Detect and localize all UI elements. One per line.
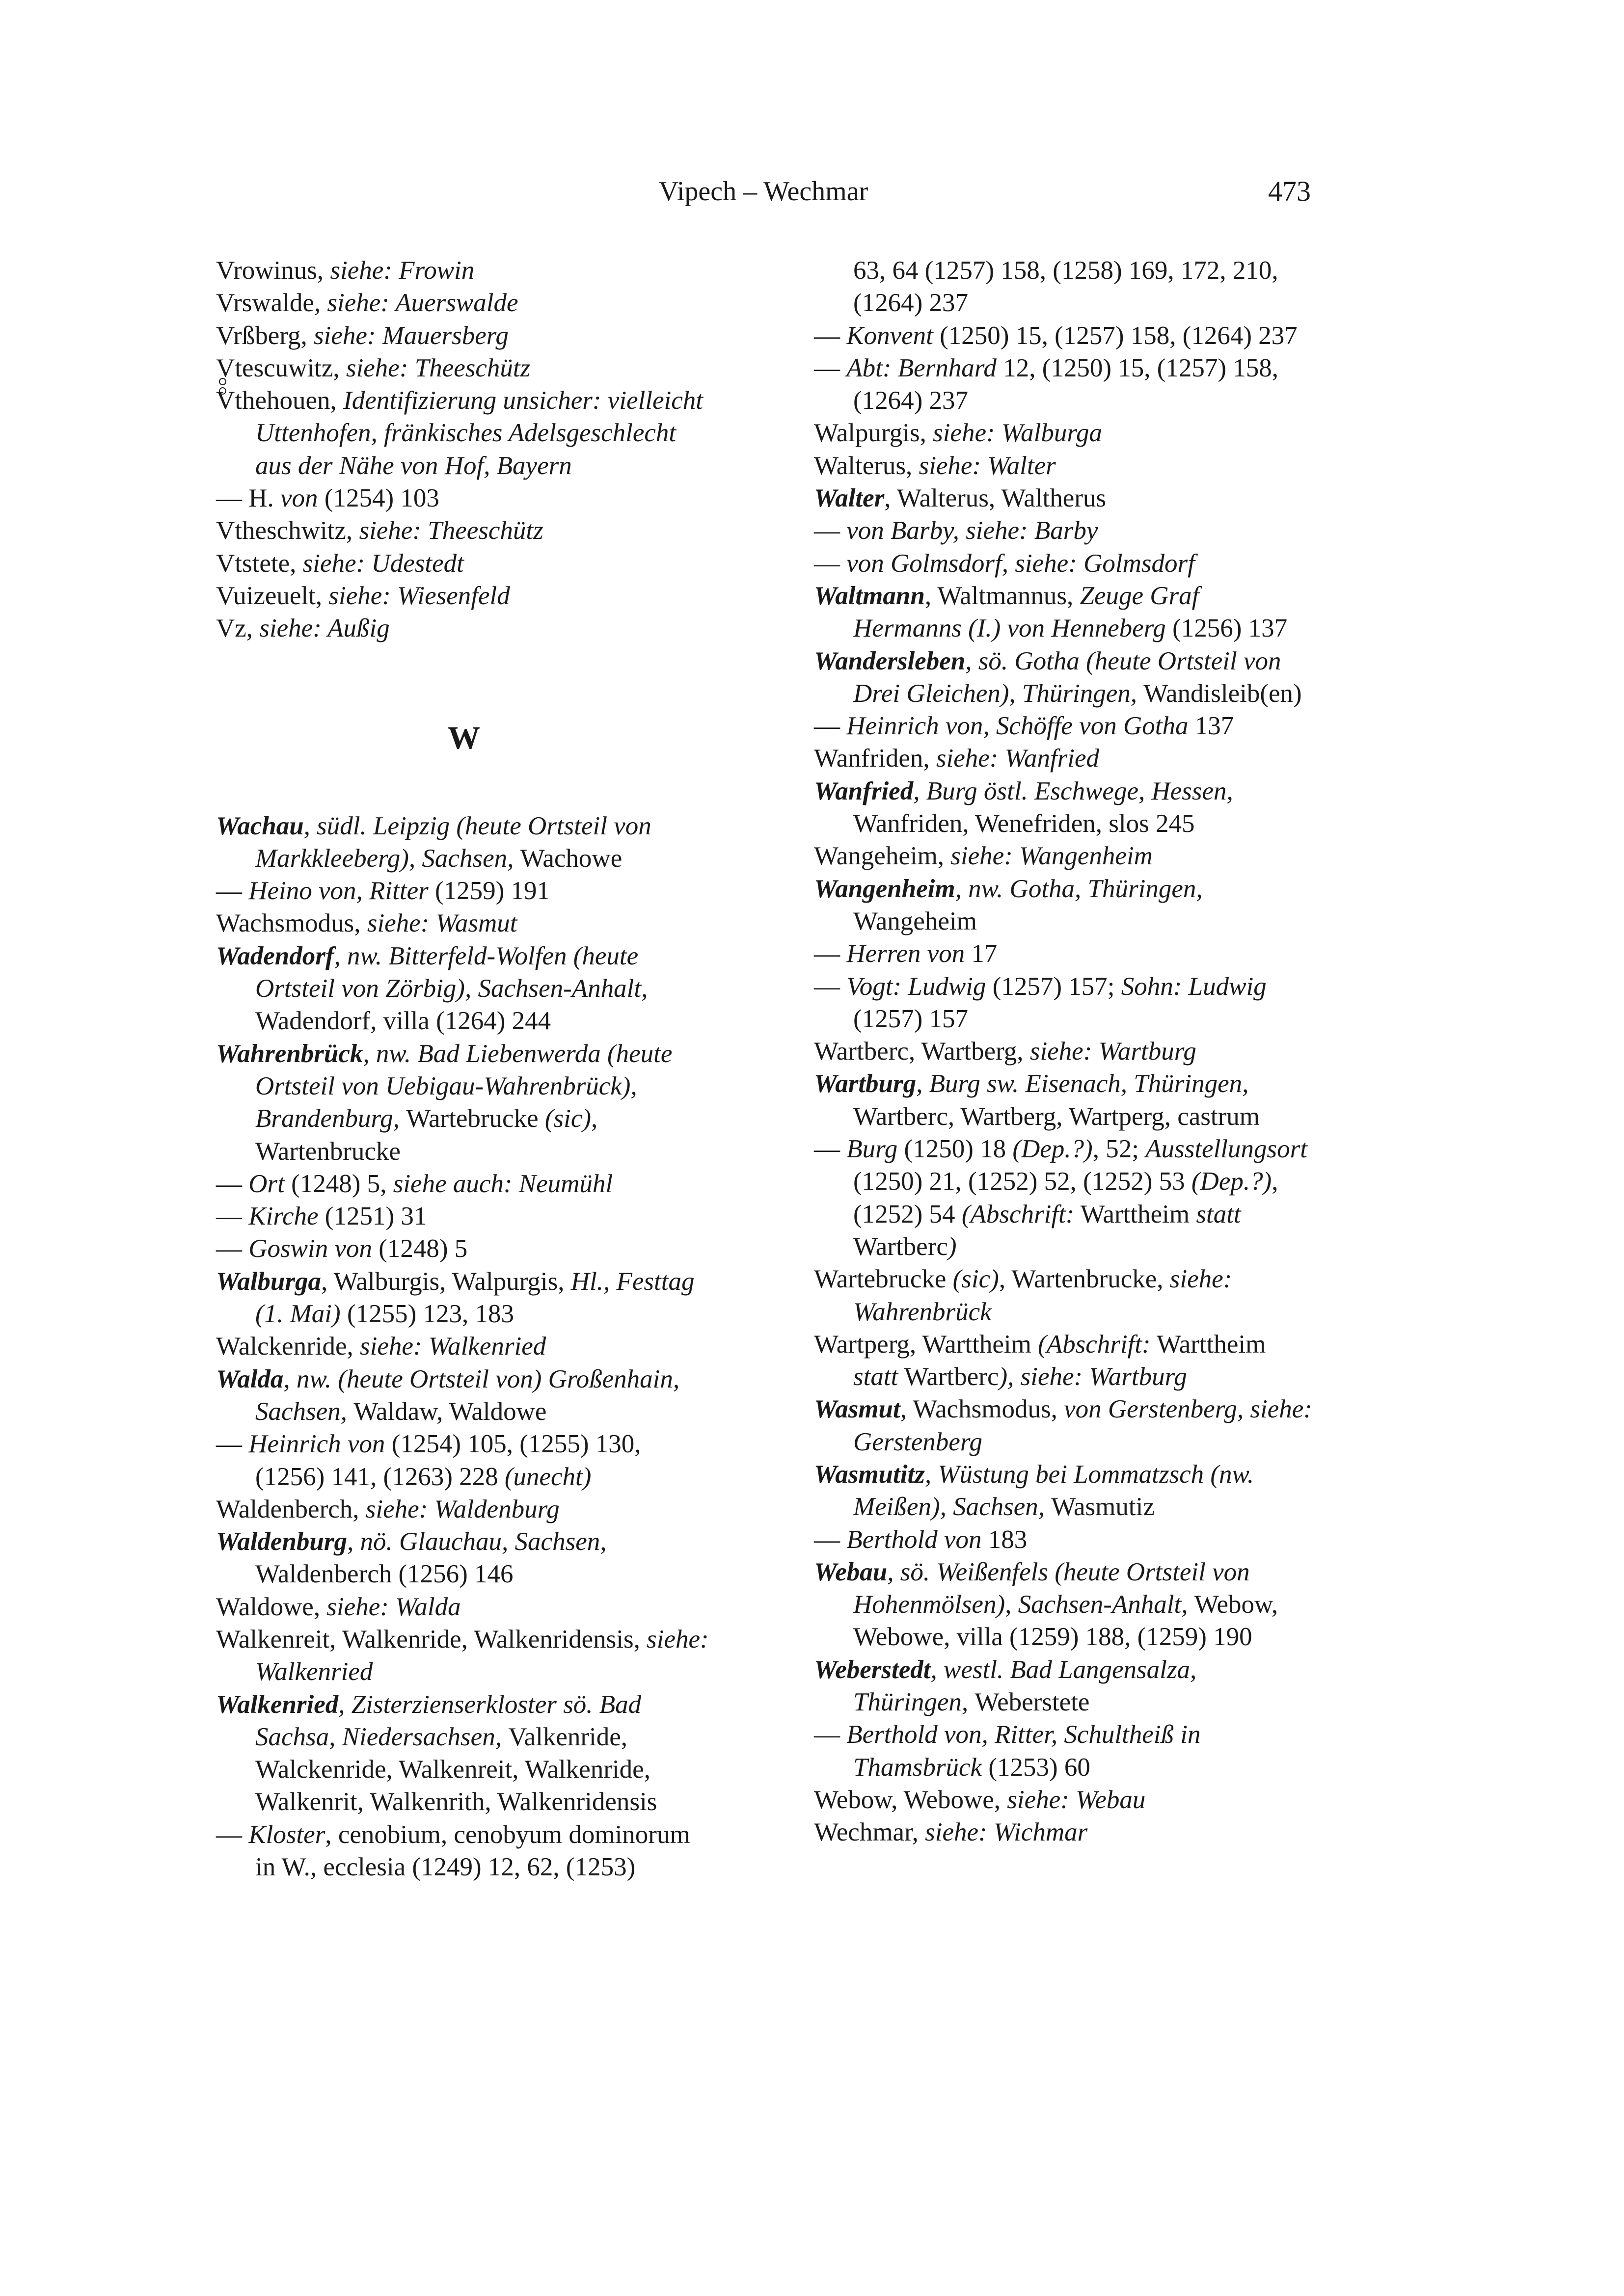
entry-text: siehe: Walburga <box>933 419 1103 448</box>
entry-text: , nw. Gotha, Thüringen, <box>955 874 1203 903</box>
entry-text: (1248) 5 <box>372 1234 468 1263</box>
entries-section-w <box>216 810 712 1884</box>
entry-text: Hl., Festtag (1. Mai) <box>255 1267 695 1329</box>
entry-text: Konvent <box>846 321 933 350</box>
index-entry <box>814 1654 1312 1719</box>
index-entry <box>216 547 712 580</box>
entry-text: Wechmar, <box>814 1818 925 1847</box>
index-entry <box>216 1428 712 1493</box>
entry-text: Waltmann <box>814 581 925 610</box>
entry-text: — <box>216 1820 249 1849</box>
running-title: Vipech – Wechmar <box>658 176 868 207</box>
entry-text: Ausstellungsort <box>1145 1135 1308 1164</box>
entry-text: , sö. Gotha (heute Ortsteil von Drei Gleichen), Thüringen, <box>853 646 1281 708</box>
index-entry <box>216 1265 712 1331</box>
entry-text: (unecht) <box>504 1462 592 1491</box>
entry-text: Wasmutitz <box>814 1460 925 1489</box>
entry-text: Vrswalde, <box>216 289 327 318</box>
index-entry <box>216 580 712 612</box>
index-entry <box>814 775 1312 840</box>
entry-text: von Golmsdorf, siehe: Golmsdorf <box>846 549 1195 578</box>
entry-text: siehe: Wangenheim <box>950 842 1153 871</box>
entry-text: Wanfriden, Wenefriden, slos 245 <box>853 809 1195 838</box>
entry-text: Webow, Webowe, <box>814 1785 1007 1814</box>
entry-text: Wartberc <box>853 1232 948 1261</box>
entry-text: Ort <box>248 1169 285 1198</box>
left-column <box>216 254 712 1883</box>
entry-text: (1254) 103 <box>318 484 439 513</box>
entry-text: Vrßberg, <box>216 321 314 350</box>
entry-text: Kloster <box>248 1820 325 1849</box>
index-entry <box>216 1493 712 1525</box>
entry-text: ) <box>947 1232 957 1261</box>
entry-text: Vtescuwitz, <box>216 353 346 382</box>
entry-text: siehe: Webau <box>1007 1785 1146 1814</box>
index-entry <box>814 937 1312 970</box>
entry-text: (1250) 18 <box>897 1135 1013 1164</box>
entry-text: — H. <box>216 484 281 513</box>
index-entry <box>814 1035 1312 1068</box>
entry-text: , Wachsmodus, <box>900 1395 1064 1424</box>
index-entry <box>216 384 712 482</box>
entry-text: von Gerstenberg, siehe: Gerstenberg <box>853 1395 1312 1456</box>
entry-text: , Walterus, Waltherus <box>884 484 1106 513</box>
entry-text: , Walburgis, Walpurgis, <box>321 1267 571 1296</box>
entry-text: (Abschrift: <box>1038 1330 1151 1359</box>
entry-text: siehe: Frowin <box>330 256 475 285</box>
entry-text: Burg <box>846 1135 898 1164</box>
index-entry <box>814 1523 1312 1556</box>
entry-text: Wangeheim <box>853 907 977 935</box>
entry-text: Waldowe, <box>216 1592 327 1621</box>
entry-text: 63, 64 (1257) 158, (1258) 169, 172, 210, (1264) 237 <box>853 256 1278 318</box>
entry-text: siehe: Walter <box>919 451 1056 480</box>
entry-text: Vogt: Ludwig <box>846 972 986 1001</box>
entry-text: siehe: Waldenburg <box>365 1495 560 1523</box>
entry-text: (1257) 157 <box>853 1004 969 1033</box>
entry-text: Wartperg, Warttheim <box>814 1330 1038 1359</box>
entry-text: — <box>814 972 847 1001</box>
index-entry <box>814 320 1312 352</box>
entries-section-w-continued <box>814 254 1312 1849</box>
entry-text: Wandersleben <box>814 646 966 675</box>
entry-text: Wartberc <box>898 1362 999 1391</box>
entry-text: siehe: Außig <box>259 614 390 643</box>
entry-text: Wasmutiz <box>1051 1493 1155 1522</box>
entry-text: Berthold von <box>846 1525 982 1554</box>
entry-text: , südl. Leipzig (heute Ortsteil von Markkleeberg), Sachsen, <box>255 811 651 873</box>
entry-text: Walburga <box>216 1267 322 1296</box>
entry-text: Herren von <box>846 939 965 968</box>
entry-text: Wartburg <box>814 1069 917 1098</box>
entry-text: Walkenreit, Walkenride, Walkenridensis, <box>216 1625 647 1654</box>
entry-text: (1248) 5, <box>284 1169 393 1198</box>
index-entry <box>216 612 712 644</box>
entry-text: , 52; <box>1092 1135 1146 1164</box>
entry-text: , sö. Weißenfels (heute Ortsteil von Hohenmölsen), Sachsen-Anhalt, <box>853 1557 1250 1619</box>
entry-text: , Wartenbrucke, <box>999 1265 1170 1294</box>
index-entry <box>814 352 1312 417</box>
entry-text: (sic) <box>952 1265 999 1294</box>
entry-text: Heino von, Ritter <box>248 877 429 906</box>
index-entry <box>814 514 1312 547</box>
entry-text: — <box>814 516 847 545</box>
entry-text: (sic) <box>544 1104 592 1133</box>
entry-text: Identifizierung unsicher: vielleicht Uttenhofen, fränkisches Adelsgeschlecht aus der Nähe von Hof, Bayern <box>255 386 704 480</box>
entry-text: Webow, Webowe, villa (1259) 188, (1259) 190 <box>853 1590 1278 1652</box>
entry-text: siehe: Walda <box>326 1592 461 1621</box>
entry-text: Wahrenbrück <box>216 1039 363 1068</box>
index-entry <box>814 645 1312 710</box>
index-entry <box>216 1525 712 1591</box>
index-entry <box>814 1556 1312 1654</box>
entry-text: Goswin von <box>248 1234 372 1263</box>
index-entry <box>216 1232 712 1265</box>
entry-text: Vtheschwitz, <box>216 516 359 545</box>
entry-text: , nw. (heute Ortsteil von) Großenhain, Sachsen, <box>255 1364 680 1426</box>
entry-text: — <box>216 1202 249 1231</box>
entry-text: , nö. Glauchau, Sachsen, <box>347 1527 607 1556</box>
index-entry <box>814 1393 1312 1458</box>
entry-text: , (1252) 54 <box>853 1167 1278 1228</box>
entry-text: Heinrich von <box>248 1430 385 1459</box>
index-entry <box>216 287 712 319</box>
entry-text: Wartberc, Wartberg, <box>814 1037 1030 1066</box>
entry-text: siehe: Wahrenbrück <box>853 1265 1232 1326</box>
entry-text: Waldenburg <box>216 1527 348 1556</box>
entry-text: (Abschrift: <box>961 1200 1075 1228</box>
entry-text: siehe: Theeschütz <box>359 516 543 545</box>
entry-text: Waldaw, Waldowe <box>353 1397 547 1426</box>
entry-text: — <box>814 353 847 382</box>
entry-text: Vz, <box>216 614 260 643</box>
index-entry <box>814 840 1312 872</box>
index-entry <box>814 970 1312 1036</box>
entry-text: (1250) 21, (1252) 52, (1252) 53 <box>853 1167 1191 1196</box>
entry-text: siehe: Walkenried <box>255 1625 709 1686</box>
index-entry <box>814 710 1312 742</box>
entry-text: ), siehe: Wartburg <box>999 1362 1187 1391</box>
entry-text: Warttheim <box>1074 1200 1196 1228</box>
entry-text: — <box>216 1430 249 1459</box>
entry-text: Wangenheim <box>814 874 955 903</box>
index-entry <box>216 810 712 875</box>
entries-before-section <box>216 254 712 645</box>
page-number: 473 <box>1268 175 1311 207</box>
entry-text: siehe: Mauersberg <box>313 321 509 350</box>
entry-text: Wachau <box>216 811 304 840</box>
entry-text: Walterus, <box>814 451 919 480</box>
index-entry <box>216 940 712 1038</box>
entry-text: — <box>814 712 847 741</box>
entry-text: , Burg sw. Eisenach, Thüringen, <box>916 1069 1249 1098</box>
index-entry <box>814 1816 1312 1848</box>
entry-text: Valkenride, Walckenride, Walkenreit, Walkenride, Walkenrit, Walkenrith, Walkenridensis <box>255 1722 657 1816</box>
entry-text: siehe: Walkenried <box>359 1332 546 1361</box>
entry-text: siehe: Wanfried <box>936 744 1100 773</box>
section-letter: W <box>448 720 480 756</box>
entry-text: (1256) 137 <box>1165 614 1288 643</box>
index-entry <box>216 1688 712 1818</box>
entry-text: , Burg östl. Eschwege, Hessen, <box>913 776 1233 805</box>
page-header <box>216 169 1311 214</box>
entry-text: statt <box>853 1362 898 1391</box>
index-entry <box>814 1458 1312 1523</box>
entry-text: Weberstedt <box>814 1655 931 1684</box>
entry-text: Wadendorf, villa (1264) 244 <box>255 1007 551 1036</box>
entry-text: Walkenried <box>216 1690 339 1719</box>
entry-text: Walda <box>216 1364 284 1393</box>
entry-text: Wachsmodus, <box>216 909 367 938</box>
entry-text: Webau <box>814 1557 888 1586</box>
entry-text: Kirche <box>248 1202 319 1231</box>
entry-text: — <box>814 1525 847 1554</box>
entry-text: siehe: Wichmar <box>925 1818 1088 1847</box>
entry-text: , Wüstung bei Lommatzsch (nw. Meißen), Sachsen, <box>853 1460 1254 1522</box>
entry-text: Wanfriden, <box>814 744 936 773</box>
entry-text: Zeuge Graf Hermanns (I.) von Henneberg <box>853 581 1199 643</box>
index-entry <box>216 514 712 547</box>
index-entry <box>814 482 1312 514</box>
entry-text: Waldenberch, <box>216 1495 366 1523</box>
entry-text: (1250) 15, (1257) 158, (1264) 237 <box>933 321 1298 350</box>
entry-text: Warttheim <box>1150 1330 1266 1359</box>
index-entry <box>216 1200 712 1232</box>
entry-text: (Dep.?) <box>1012 1135 1093 1164</box>
entry-text: Sohn: Ludwig <box>1121 972 1267 1001</box>
entry-text: , cenobium, cenobyum dominorum in W., ecclesia (1249) 12, 62, (1253) <box>255 1820 690 1882</box>
entry-text: Walpurgis, <box>814 419 933 448</box>
index-entry <box>216 1330 712 1362</box>
entry-text: siehe: Wartburg <box>1029 1037 1196 1066</box>
entry-text: siehe: Theeschütz <box>346 353 531 382</box>
index-entry <box>814 1328 1312 1393</box>
index-entry <box>216 907 712 939</box>
entry-text: Vthehouen, <box>216 386 344 415</box>
index-entry <box>216 1168 712 1200</box>
entry-text: (1251) 31 <box>318 1202 427 1231</box>
entry-text: Wadendorf <box>216 941 334 970</box>
index-entry <box>814 580 1312 645</box>
entry-text: Wandisleib(en) <box>1143 679 1302 708</box>
index-entry <box>814 254 1312 320</box>
entry-text: Wangeheim, <box>814 842 951 871</box>
entry-text: statt <box>1196 1200 1241 1228</box>
entry-text: Weberstete <box>974 1688 1090 1717</box>
entry-text: (1255) 123, 183 <box>340 1300 514 1329</box>
index-entry <box>216 1591 712 1623</box>
index-entry <box>216 1818 712 1884</box>
entry-text: — <box>814 321 847 350</box>
index-entry <box>814 1263 1312 1328</box>
entry-text: 183 <box>981 1525 1028 1554</box>
entry-text: , Wartenbrucke <box>255 1104 598 1166</box>
index-entry <box>216 1038 712 1168</box>
entry-text: 137 <box>1188 712 1234 741</box>
index-entry <box>814 1068 1312 1133</box>
entry-text: , Waltmannus, <box>924 581 1080 610</box>
entry-text: Vrowinus, <box>216 256 330 285</box>
entry-text: Vuizeuelt, <box>216 581 329 610</box>
index-entry <box>814 417 1312 449</box>
index-entry <box>814 1784 1312 1816</box>
entry-text: Abt: Bernhard <box>846 353 997 382</box>
entry-text: Walckenride, <box>216 1332 360 1361</box>
index-entry <box>814 547 1312 580</box>
index-entry <box>216 352 712 384</box>
entry-text: (1259) 191 <box>428 877 550 906</box>
index-entry <box>814 873 1312 938</box>
entry-text: — <box>814 1720 847 1749</box>
entry-text: Heinrich von, Schöffe von Gotha <box>846 712 1189 741</box>
entry-text: , nw. Bad Liebenwerda (heute Ortsteil von Uebigau-Wahrenbrück), Brandenburg, <box>255 1039 673 1133</box>
entry-text: von Barby, siehe: Barby <box>846 516 1098 545</box>
entry-text: — <box>216 877 249 906</box>
entry-text: siehe: Wasmut <box>367 909 517 938</box>
entry-text: von <box>280 484 318 513</box>
entry-text: (1257) 157; <box>986 972 1121 1001</box>
index-entry <box>216 875 712 907</box>
entry-text: (Dep.?) <box>1191 1167 1272 1196</box>
entry-text: Wachowe <box>520 844 623 873</box>
index-entry <box>814 1718 1312 1784</box>
entry-text: (1253) 60 <box>982 1753 1090 1782</box>
entry-text: siehe: Wiesenfeld <box>328 581 510 610</box>
index-entry <box>216 1363 712 1428</box>
entry-text: — <box>216 1234 249 1263</box>
entry-text: Wasmut <box>814 1395 900 1424</box>
entry-text: — <box>814 549 847 578</box>
entry-text: Walter <box>814 484 885 513</box>
index-entry <box>814 450 1312 482</box>
index-entry <box>216 254 712 287</box>
entry-text: Wartberc, Wartberg, Wartperg, castrum <box>853 1102 1260 1131</box>
entry-text: siehe auch: Neumühl <box>393 1169 613 1198</box>
entry-text: Wanfried <box>814 776 914 805</box>
entry-text: , Zisterzienserkloster sö. Bad Sachsa, Niedersachsen, <box>255 1690 642 1751</box>
entry-text: Vtstete, <box>216 549 303 578</box>
entry-text: , westl. Bad Langensalza, Thüringen, <box>853 1655 1197 1717</box>
index-entry <box>814 1133 1312 1263</box>
index-entry <box>216 1623 712 1688</box>
entry-text: , nw. Bitterfeld-Wolfen (heute Ortsteil von Zörbig), Sachsen-Anhalt, <box>255 941 648 1003</box>
entry-text: (1254) 105, (1255) 130, (1256) 141, (1263) 228 <box>255 1430 641 1491</box>
entry-text: siehe: Udestedt <box>302 549 464 578</box>
entry-text: 17 <box>965 939 998 968</box>
entry-text: Waldenberch (1256) 146 <box>255 1560 514 1589</box>
index-entry <box>216 482 712 514</box>
entry-text: Wartebrucke <box>814 1265 953 1294</box>
entry-text: Wartebrucke <box>406 1104 545 1133</box>
entry-text: siehe: Auerswalde <box>327 289 518 318</box>
entry-text: 12, (1250) 15, (1257) 158, (1264) 237 <box>853 353 1279 415</box>
index-entry <box>216 320 712 352</box>
entry-text: — <box>814 939 847 968</box>
entry-text: — <box>216 1169 249 1198</box>
entry-text: — <box>814 1135 847 1164</box>
entry-text: Berthold von, Ritter, Schultheiß in Thamsbrück <box>846 1720 1201 1782</box>
right-column <box>814 254 1312 1849</box>
index-entry <box>814 742 1312 774</box>
